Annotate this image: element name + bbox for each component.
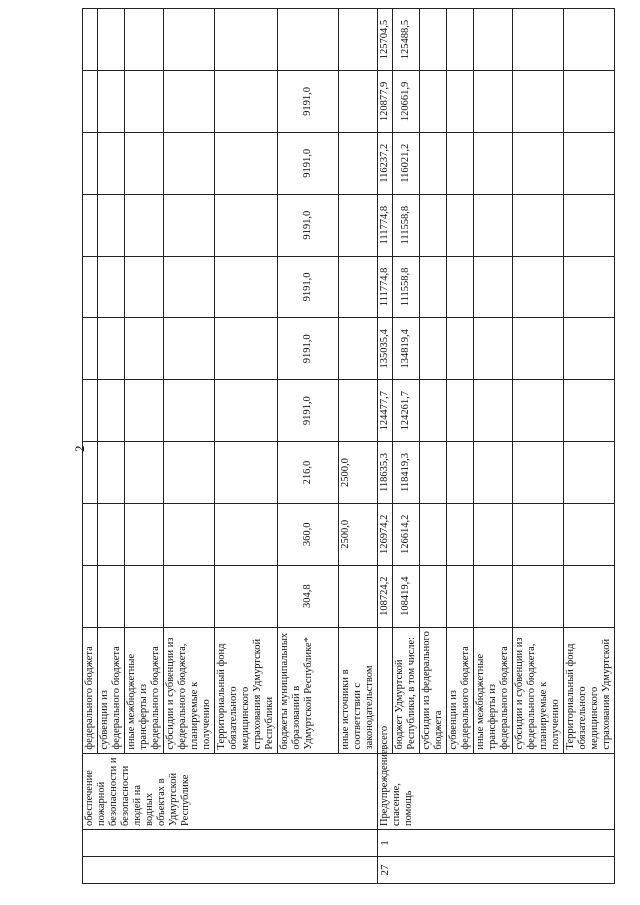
amount-cell: [164, 256, 215, 318]
amount-cell: [513, 503, 564, 565]
amount-cell: [125, 380, 164, 442]
amount-cell: [83, 194, 98, 256]
budget-table: [82, 8, 615, 884]
amount-cell: [420, 442, 447, 504]
amount-cell: 124477,7: [378, 380, 393, 442]
amount-cell: [339, 318, 378, 380]
amount-cell: 108724,2: [378, 565, 393, 627]
funding-source-cell: субсидии и субвенции из федерального бюджета, планируемые к получению: [164, 627, 215, 753]
amount-cell: [125, 503, 164, 565]
amount-cell: [564, 9, 615, 71]
amount-cell: [474, 318, 513, 380]
amount-cell: [474, 565, 513, 627]
table-row: [393, 9, 420, 884]
amount-cell: [83, 380, 98, 442]
amount-cell: [125, 442, 164, 504]
amount-cell: 9191,0: [278, 256, 339, 318]
amount-cell: [98, 194, 125, 256]
amount-cell: [215, 565, 278, 627]
amount-cell: [564, 565, 615, 627]
table-row: [164, 9, 215, 884]
amount-cell: 2500,0: [339, 442, 378, 504]
amount-cell: [164, 442, 215, 504]
amount-cell: [164, 71, 215, 133]
amount-cell: [98, 565, 125, 627]
table-row: [564, 9, 615, 884]
amount-cell: [83, 503, 98, 565]
budget-table-body: [83, 9, 615, 884]
amount-cell: [125, 71, 164, 133]
amount-cell: [513, 565, 564, 627]
amount-cell: [513, 9, 564, 71]
table-row: [378, 9, 393, 884]
table-row: [278, 9, 339, 884]
amount-cell: [564, 318, 615, 380]
amount-cell: [420, 9, 447, 71]
amount-cell: [474, 132, 513, 194]
amount-cell: [125, 194, 164, 256]
amount-cell: 111774,8: [378, 256, 393, 318]
amount-cell: [339, 565, 378, 627]
amount-cell: 111558,8: [393, 256, 420, 318]
amount-cell: [564, 503, 615, 565]
amount-cell: [98, 503, 125, 565]
amount-cell: 216,0: [278, 442, 339, 504]
amount-cell: [420, 132, 447, 194]
amount-cell: [564, 194, 615, 256]
amount-cell: [164, 380, 215, 442]
amount-cell: [83, 318, 98, 380]
amount-cell: [339, 194, 378, 256]
amount-cell: 9191,0: [278, 194, 339, 256]
amount-cell: [513, 194, 564, 256]
amount-cell: 108419,4: [393, 565, 420, 627]
amount-cell: [447, 318, 474, 380]
amount-cell: [420, 380, 447, 442]
amount-cell: [215, 503, 278, 565]
amount-cell: [564, 132, 615, 194]
amount-cell: [447, 380, 474, 442]
amount-cell: [420, 503, 447, 565]
amount-cell: [164, 194, 215, 256]
amount-cell: [447, 132, 474, 194]
amount-cell: [164, 9, 215, 71]
amount-cell: [474, 256, 513, 318]
subrow-number-cell: 1: [378, 830, 615, 857]
amount-cell: [420, 256, 447, 318]
table-row: [420, 9, 447, 884]
amount-cell: [339, 132, 378, 194]
amount-cell: [215, 194, 278, 256]
budget-table-sheet: [82, 8, 612, 884]
amount-cell: [564, 71, 615, 133]
amount-cell: [339, 256, 378, 318]
amount-cell: [564, 380, 615, 442]
amount-cell: 126974,2: [378, 503, 393, 565]
amount-cell: 116237,2: [378, 132, 393, 194]
table-row: [513, 9, 564, 884]
amount-cell: [98, 256, 125, 318]
amount-cell: [447, 194, 474, 256]
table-row: [215, 9, 278, 884]
amount-cell: 9191,0: [278, 380, 339, 442]
amount-cell: 2500,0: [339, 503, 378, 565]
funding-source-cell: субвенции из федерального бюджета: [447, 627, 474, 753]
funding-source-cell: иные источники в соответствии с законодательством: [339, 627, 378, 753]
amount-cell: 118635,3: [378, 442, 393, 504]
amount-cell: [420, 71, 447, 133]
amount-cell: [98, 9, 125, 71]
amount-cell: 124261,7: [393, 380, 420, 442]
amount-cell: [513, 256, 564, 318]
amount-cell: [215, 132, 278, 194]
amount-cell: [83, 132, 98, 194]
amount-cell: [278, 9, 339, 71]
funding-source-cell: Территориальный фонд обязательного медицинского страхования Удмуртской: [564, 627, 615, 753]
subrow-number-cell: [83, 830, 378, 857]
amount-cell: 120661,9: [393, 71, 420, 133]
funding-source-cell: федерального бюджета: [83, 627, 98, 753]
amount-cell: [215, 442, 278, 504]
amount-cell: [339, 9, 378, 71]
amount-cell: [339, 71, 378, 133]
funding-source-cell: иные межбюджетные трансферты из федерального бюджета: [474, 627, 513, 753]
amount-cell: [83, 256, 98, 318]
amount-cell: [447, 256, 474, 318]
amount-cell: [98, 380, 125, 442]
amount-cell: [164, 132, 215, 194]
amount-cell: [215, 380, 278, 442]
amount-cell: 9191,0: [278, 318, 339, 380]
table-row: [447, 9, 474, 884]
funding-source-cell: всего: [378, 627, 393, 753]
amount-cell: [83, 71, 98, 133]
amount-cell: 135035,4: [378, 318, 393, 380]
amount-cell: 9191,0: [278, 132, 339, 194]
amount-cell: [98, 442, 125, 504]
amount-cell: [513, 380, 564, 442]
amount-cell: 304,8: [278, 565, 339, 627]
amount-cell: [125, 565, 164, 627]
amount-cell: 116021,2: [393, 132, 420, 194]
amount-cell: [215, 9, 278, 71]
amount-cell: [83, 9, 98, 71]
amount-cell: 120877,9: [378, 71, 393, 133]
measure-name-cell: обеспечение пожарной безопасности и безопасности людей на водных объектах в Удмуртской Республике: [83, 753, 378, 829]
amount-cell: [420, 318, 447, 380]
amount-cell: [125, 256, 164, 318]
amount-cell: [125, 9, 164, 71]
amount-cell: [447, 9, 474, 71]
amount-cell: [474, 442, 513, 504]
amount-cell: [513, 132, 564, 194]
amount-cell: 125704,5: [378, 9, 393, 71]
amount-cell: 134819,4: [393, 318, 420, 380]
amount-cell: [474, 503, 513, 565]
amount-cell: [164, 318, 215, 380]
amount-cell: [447, 565, 474, 627]
table-row: [125, 9, 164, 884]
row-number-cell: [83, 857, 378, 884]
page-number: 2: [72, 445, 87, 452]
amount-cell: [98, 318, 125, 380]
table-row: [339, 9, 378, 884]
amount-cell: [513, 318, 564, 380]
amount-cell: [513, 442, 564, 504]
funding-source-cell: бюджеты муниципальных образований в Удмуртской Республике*: [278, 627, 339, 753]
amount-cell: [164, 565, 215, 627]
amount-cell: [83, 442, 98, 504]
amount-cell: [420, 194, 447, 256]
amount-cell: 118419,3: [393, 442, 420, 504]
table-row: [83, 9, 98, 884]
amount-cell: [513, 71, 564, 133]
amount-cell: [474, 380, 513, 442]
amount-cell: [474, 71, 513, 133]
amount-cell: [420, 565, 447, 627]
measure-name-cell: Предупреждение, спасение, помощь: [378, 753, 615, 829]
amount-cell: [98, 132, 125, 194]
row-number-cell: 27: [378, 857, 615, 884]
amount-cell: [125, 318, 164, 380]
funding-source-cell: субсидии и субвенции из федерального бюджета, планируемые к получению: [513, 627, 564, 753]
amount-cell: 111774,8: [378, 194, 393, 256]
amount-cell: 111558,8: [393, 194, 420, 256]
funding-source-cell: субсидии из федерального бюджета: [420, 627, 447, 753]
amount-cell: [339, 380, 378, 442]
amount-cell: [215, 318, 278, 380]
table-row: [98, 9, 125, 884]
amount-cell: [447, 503, 474, 565]
amount-cell: [474, 194, 513, 256]
amount-cell: [83, 565, 98, 627]
amount-cell: [215, 71, 278, 133]
funding-source-cell: Территориальный фонд обязательного медицинского страхования Удмуртской Республики: [215, 627, 278, 753]
amount-cell: 9191,0: [278, 71, 339, 133]
funding-source-cell: бюджет Удмуртской Республики, в том числе:: [393, 627, 420, 753]
amount-cell: [564, 442, 615, 504]
amount-cell: [564, 256, 615, 318]
amount-cell: [447, 442, 474, 504]
amount-cell: [164, 503, 215, 565]
funding-source-cell: иные межбюджетные трансферты из федерального бюджета: [125, 627, 164, 753]
amount-cell: 126614,2: [393, 503, 420, 565]
amount-cell: 125488,5: [393, 9, 420, 71]
amount-cell: [125, 132, 164, 194]
amount-cell: [98, 71, 125, 133]
amount-cell: [474, 9, 513, 71]
amount-cell: [447, 71, 474, 133]
funding-source-cell: субвенции из федерального бюджета: [98, 627, 125, 753]
table-row: [474, 9, 513, 884]
amount-cell: 360,0: [278, 503, 339, 565]
amount-cell: [215, 256, 278, 318]
